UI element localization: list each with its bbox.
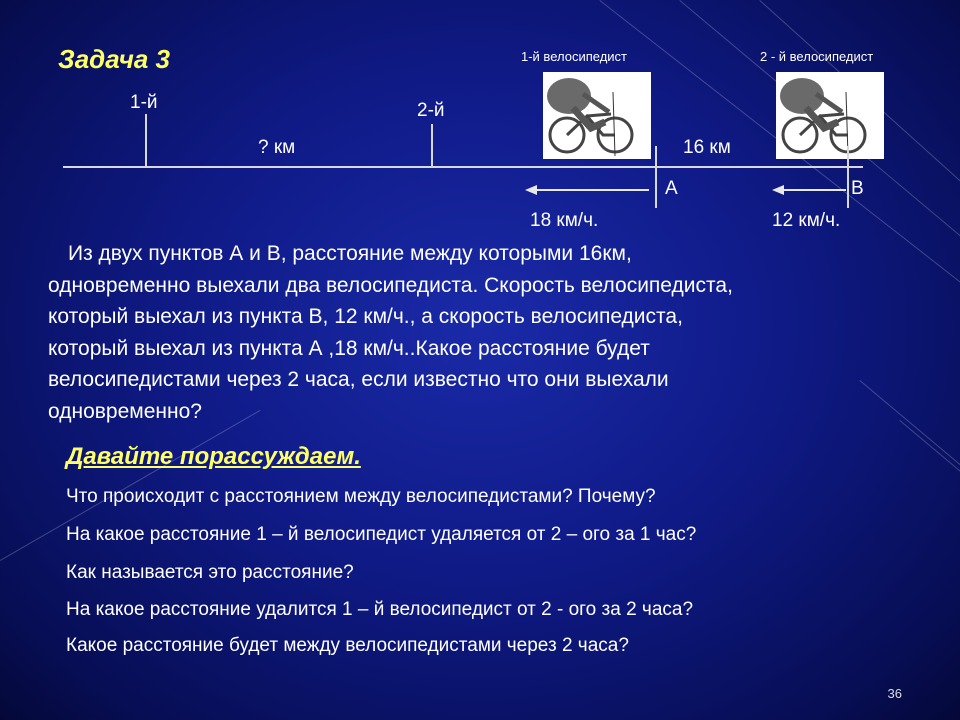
known-distance-label: 16 км bbox=[683, 137, 731, 158]
problem-line: одновременно? bbox=[48, 399, 202, 423]
question-item: Какое расстояние будет между велосипедистами через 2 часа? bbox=[66, 635, 629, 656]
question-item: Как называется это расстояние? bbox=[66, 562, 354, 583]
cyclist-icon bbox=[543, 72, 651, 159]
point-a-label: А bbox=[665, 178, 678, 199]
marker2-label: 2-й bbox=[417, 100, 445, 121]
marker2-tick bbox=[431, 124, 433, 167]
marker1-label: 1-й bbox=[130, 92, 158, 113]
slide-number: 36 bbox=[887, 686, 902, 701]
unknown-distance-label: ? км bbox=[258, 137, 296, 158]
point-a-tick bbox=[655, 146, 657, 208]
speed-b-label: 12 км/ч. bbox=[772, 210, 841, 231]
slide-title: Задача 3 bbox=[58, 44, 171, 74]
cyclist-icon bbox=[776, 72, 884, 159]
discussion-heading: Давайте порассуждаем. bbox=[66, 443, 361, 470]
cyclist2-caption: 2 - й велосипедист bbox=[760, 49, 874, 64]
problem-text bbox=[48, 238, 928, 427]
marker1-tick bbox=[145, 114, 147, 167]
arrow-left-icon bbox=[772, 183, 846, 197]
problem-line: который выехал из пункта А ,18 км/ч..Какое расстояние будет bbox=[48, 336, 650, 360]
distance-axis bbox=[63, 166, 863, 168]
cyclist1-picture bbox=[543, 72, 651, 159]
point-b-tick bbox=[847, 146, 849, 208]
problem-line: велосипедистами через 2 часа, если известно что они выехали bbox=[48, 368, 669, 391]
question-item: На какое расстояние 1 – й велосипедист удаляется от 2 – ого за 1 час? bbox=[66, 524, 697, 545]
speed-a-label: 18 км/ч. bbox=[530, 210, 599, 231]
question-item: Что происходит с расстоянием между велосипедистами? Почему? bbox=[66, 486, 656, 507]
question-item: На какое расстояние удалится 1 – й велосипедист от 2 - ого за 2 часа? bbox=[66, 599, 694, 620]
arrow-left-icon bbox=[525, 183, 649, 197]
point-b-label: В bbox=[851, 178, 864, 199]
problem-line: одновременно выехали два велосипедиста. Скорость велосипедиста, bbox=[48, 273, 733, 297]
problem-line: который выехал из пункта В, 12 км/ч., а скорость велосипедиста, bbox=[48, 305, 683, 328]
problem-line: Из двух пунктов А и В, расстояние между которыми 16км, bbox=[68, 242, 632, 265]
cyclist2-picture bbox=[776, 72, 884, 159]
cyclist1-caption: 1-й велосипедист bbox=[521, 49, 627, 64]
